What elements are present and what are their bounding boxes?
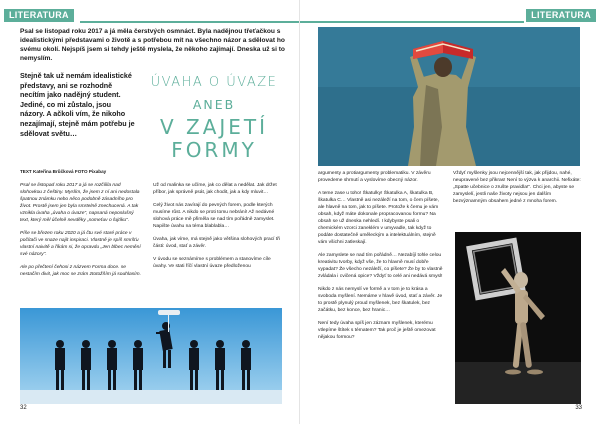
text-column-2: [453, 170, 583, 211]
paragraph: Ale zamyslete se nad tím pořádně… Nezabíjí tohle celou kreativitu tvorby, když vše, že to hlavně musí dobře vypadat? Že všecho nezáleží, co píšete? Že by to vlastně zvládala i cvičená opice? Vždyť to celé ani nedává smysl!: [318, 253, 443, 279]
title-line-3: V ZAJETÍ: [159, 114, 269, 139]
text-column-1: [20, 182, 143, 284]
paragraph: argumenty a protiargumenty problematiku. V závěru provedeme shrnutí a vyslovíme obecný názor.: [318, 171, 431, 183]
paragraph: Celý život nás zavírají do pevných forem, podle kterých musíme růst. A nikdo se proti tomu nebrání! Až nedávné slohová práce mě přiměla se nad tím pořádně zamyslet. Napište úvahu na téma blablabla…: [153, 203, 275, 229]
page-number: 33: [575, 405, 582, 411]
intro-paragraph: Psal se listopad roku 2017 a já měla čerstvých osmnáct. Byla nadějnou třeťačkou s idealistickými představami o životě a s potřebou mít na všechno názor a sdělovat ho svému okolí. Nejspíš jsem si tehdy ještě myslela, že někoho zajímají. Dneska už si to nemyslím.: [20, 28, 285, 62]
pull-quote: Stejně tak už nemám idealistické představy, ani se rozhodně necítím jako nadějný student. Jediné, co mi zůstalo, jsou názory. A ačkoli vím, že nikoho nezajímají, stejně mám potřebu je sdělovat světu…: [20, 71, 135, 138]
byline: TEXT Kateřina Brůčková FOTO Pixabay: [20, 169, 107, 174]
paragraph: Úvaha, jak víme, má stejně jako většina slohových prací tři části: úvod, stať a závěr.: [153, 237, 280, 249]
header-rule: [80, 21, 299, 23]
paragraph: Už od malinka se učíme, jak co dělat a nedělat. Jak držet příbor, jak správně psát, jak chodit, jak a kdy mluvit…: [153, 183, 277, 195]
paragraph: Nikdo z nás nemyslí ve formě a v tom je to krása a svoboda myšlení. Nemáme v hlavě úvod, stať a závěr. Je to prostě plynulý proud myšlenek, bez škatulek, bez začátku, bez konce, bez hranic…: [318, 287, 443, 313]
paragraph: Psal se listopad roku 2017 a já se rozčílila nad slohovkou z češtiny. Myslím, že jsem z ní ani nedostala špatnou známku nebo něco podobně zásadního pro život. Prostě jsem jen byla smrtelně znechucená. A tak vznikla úvaha „úvaha o úvaze", napsaná neposlušný text, který měl účelně nevděky „someťuv o fujtíku".: [20, 183, 140, 223]
title-line-2: ANEB: [192, 97, 236, 112]
title-line-1: ÚVAHA O ÚVAZE: [150, 75, 278, 90]
article-title: [140, 76, 288, 160]
section-tab: LITERATURA: [4, 9, 74, 22]
text-column-1: [318, 170, 443, 347]
section-tab: LITERATURA: [526, 9, 596, 22]
man-with-book-illustration: [318, 27, 580, 166]
businessmen-photo: [20, 308, 282, 404]
mannequin-frame-photo: [455, 232, 581, 404]
header-rule: [300, 21, 524, 23]
text-column-2: [153, 182, 285, 276]
title-line-4: FORMY: [171, 137, 257, 162]
paragraph: Vždyť myšlenky jsou nejcennější tak, jak přijdou, nahé, neupravené bez přikras! Není to výzva k anarchii. Nefixáte: „Spatte učebnice o zrušte pravidla!". Chci jen, abyste se zamyslelí, jestli naše životy nejsou jen dalším bezvýznamným obsahem jedné z mnoha forem.: [453, 171, 581, 204]
paragraph: A teme zase u toho! Škatulky! Škatulka A, škatulka B, škatulka C… Vlastně asi nezáleží na tom, o čem píšete, ale hlavně na tom, jak to píšete. Protože k čemu je vám obsah, když máte dokonale propracovanou formu? Na obsah se už dneska nehledí. I kdybyste psali o chemickém vzorci zaneklém v umyvadle, tak když to podáte dostatečně uměleckým a intelektuálním, stejně vám všichni zatleskají.: [318, 191, 439, 245]
paragraph: Není tedy úvaha spíš jen záznam myšlenek, kterému vtlepíme štítek s tématem? Tak proč je ještě omezovat nějakou formou?: [318, 321, 436, 340]
page-number: 32: [20, 405, 27, 411]
paragraph: Ale po přečtení čehosi z názvem Forma doce. se nestačím divit, jak moc se zrám ztotožňím já souhlasím.: [20, 265, 141, 277]
right-page: [300, 0, 600, 424]
paragraph: V úvodu se seznámíme s problémem a stanovíme cíle úvahy. Ve stati říčí vlastní úvaze předloženou: [153, 257, 271, 269]
paragraph: Píše se březen roku 2020 a já čtu své staré práce v počítači ve snaze najít inspiraci. Vlastně je spíš smršťu vlastní naivitě a říkám si, že opravdu „Jen blbec nemění své názory".: [20, 231, 141, 257]
